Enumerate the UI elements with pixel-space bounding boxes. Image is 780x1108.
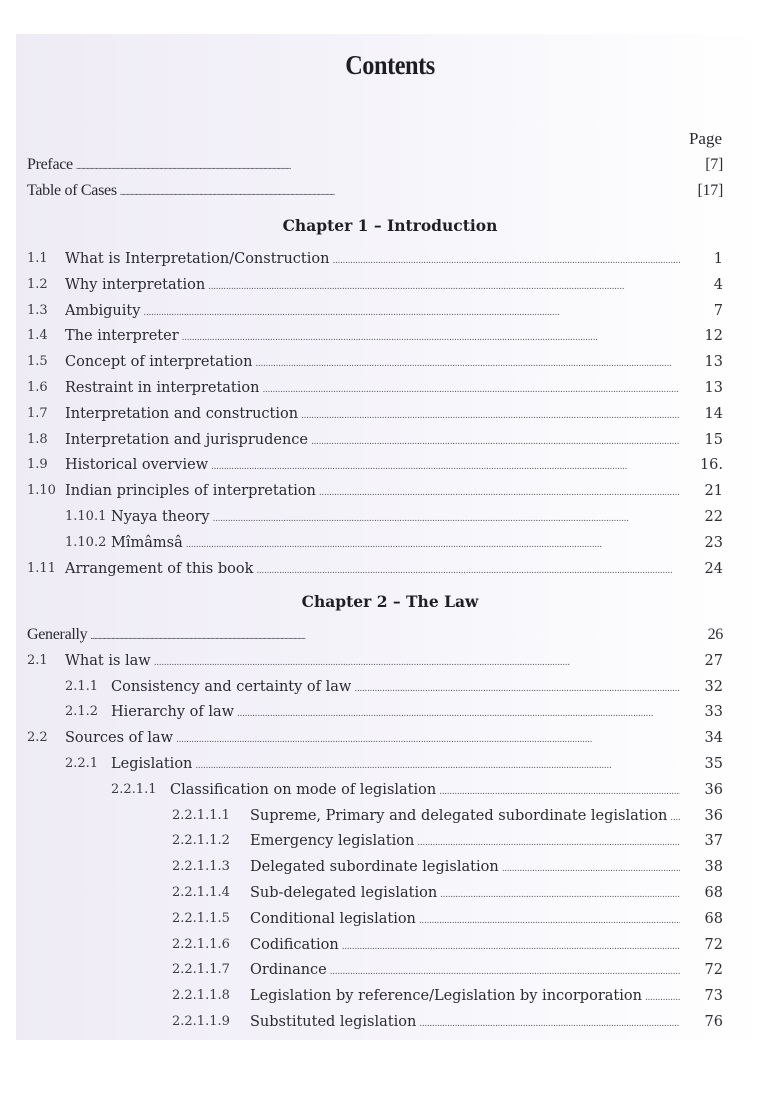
entry-number: 1.9 xyxy=(27,457,48,472)
entry-leader xyxy=(250,908,680,932)
entry-number: 2.2.1.1.4 xyxy=(172,885,230,900)
toc-entry[interactable] xyxy=(0,753,780,775)
dot-leader xyxy=(76,155,680,177)
dot-leader xyxy=(439,781,680,803)
dot-leader xyxy=(645,987,680,1009)
page-column-label: Page xyxy=(688,129,722,148)
entry-number: 1.1 xyxy=(27,251,48,266)
entry-number: 2.2.1.1.9 xyxy=(172,1014,230,1029)
entry-leader xyxy=(27,180,680,203)
entry-number: 1.5 xyxy=(27,354,48,369)
dot-leader xyxy=(256,560,680,582)
entry-leader xyxy=(170,779,680,803)
dot-leader xyxy=(670,807,680,829)
dot-leader xyxy=(182,327,680,349)
toc-entry[interactable] xyxy=(0,959,780,981)
entry-leader xyxy=(250,805,680,829)
entry-title: Interpretation and jurisprudence xyxy=(65,432,308,448)
entry-page-number: 68 xyxy=(704,911,723,927)
entry-number: 2.2.1.1.5 xyxy=(172,911,230,926)
entry-page-number: 13 xyxy=(704,380,723,396)
entry-leader xyxy=(65,429,680,453)
entry-page-number: 22 xyxy=(704,509,723,525)
entry-leader xyxy=(65,480,680,504)
toc-entry[interactable] xyxy=(0,856,780,878)
toc-entry[interactable] xyxy=(0,403,780,425)
entry-leader xyxy=(65,650,680,674)
entry-number: 1.10.2 xyxy=(65,535,107,550)
entry-leader xyxy=(65,377,680,401)
dot-leader xyxy=(143,302,680,324)
dot-leader xyxy=(311,431,680,453)
toc-entry[interactable] xyxy=(0,248,780,270)
entry-number: 2.1.1 xyxy=(65,679,99,694)
entry-leader xyxy=(111,753,680,777)
dot-leader xyxy=(255,353,680,375)
toc-entry[interactable] xyxy=(0,429,780,451)
entry-title: Sub-delegated legislation xyxy=(250,885,438,901)
dot-leader xyxy=(342,936,680,958)
entry-number: 1.2 xyxy=(27,277,48,292)
entry-leader xyxy=(250,1011,680,1035)
entry-leader xyxy=(111,676,680,700)
entry-title: Legislation by reference/Legislation by incorporation xyxy=(250,988,642,1004)
toc-entry[interactable] xyxy=(0,454,780,476)
toc-entry[interactable] xyxy=(0,779,780,801)
entry-leader xyxy=(250,959,680,983)
entry-leader xyxy=(111,506,680,530)
entry-title: Ordinance xyxy=(250,962,327,978)
dot-leader xyxy=(332,250,680,272)
entry-leader xyxy=(27,624,680,647)
entry-number: 1.6 xyxy=(27,380,48,395)
dot-leader xyxy=(213,508,680,530)
entry-title: Legislation xyxy=(111,756,193,772)
entry-page-number: 16. xyxy=(699,457,723,473)
entry-number: 1.10 xyxy=(27,483,56,498)
entry-title: Why interpretation xyxy=(65,277,206,293)
entry-leader xyxy=(65,351,680,375)
entry-page-number: 32 xyxy=(704,679,723,695)
dot-leader xyxy=(120,181,680,203)
entry-leader xyxy=(65,558,680,582)
entry-leader xyxy=(111,532,680,556)
entry-page-number: 26 xyxy=(707,626,723,643)
entry-number: 2.2.1.1.7 xyxy=(172,962,230,977)
entry-page-number: 23 xyxy=(704,535,723,551)
entry-title: Concept of interpretation xyxy=(65,354,253,370)
front-matter-entry[interactable] xyxy=(0,180,780,202)
entry-number: 2.1.2 xyxy=(65,704,99,719)
toc-entry[interactable] xyxy=(0,325,780,347)
toc-entry[interactable] xyxy=(0,506,780,528)
entry-title: What is Interpretation/Construction xyxy=(65,251,330,267)
dot-leader xyxy=(90,625,680,647)
entry-leader xyxy=(250,882,680,906)
entry-page-number: [17] xyxy=(697,182,723,199)
entry-page-number: 27 xyxy=(704,653,723,669)
entry-page-number: 7 xyxy=(713,303,723,319)
entry-title: Indian principles of interpretation xyxy=(65,483,316,499)
entry-number: 2.2.1 xyxy=(65,756,99,771)
entry-number: 2.2.1.1.2 xyxy=(172,833,230,848)
entry-title: Table of Cases xyxy=(27,182,117,199)
entry-leader xyxy=(65,274,680,298)
entry-title: Codification xyxy=(250,937,339,953)
chapter-heading: Chapter 1 – Introduction xyxy=(282,216,498,235)
entry-page-number: 72 xyxy=(704,937,723,953)
dot-leader xyxy=(419,910,680,932)
entry-title: Historical overview xyxy=(65,457,209,473)
dot-leader xyxy=(195,755,680,777)
entry-page-number: [7] xyxy=(705,156,723,173)
entry-page-number: 21 xyxy=(704,483,723,499)
entry-title: Restraint in interpretation xyxy=(65,380,260,396)
entry-leader xyxy=(65,403,680,427)
entry-page-number: 36 xyxy=(704,782,723,798)
entry-page-number: 14 xyxy=(704,406,723,422)
toc-entry[interactable] xyxy=(0,351,780,373)
entry-title: Mîmâmsâ xyxy=(111,535,183,551)
dot-leader xyxy=(237,703,680,725)
dot-leader xyxy=(440,884,680,906)
dot-leader xyxy=(208,276,680,298)
entry-number: 2.2.1.1.6 xyxy=(172,937,230,952)
entry-number: 2.2.1.1.3 xyxy=(172,859,230,874)
toc-entry[interactable] xyxy=(0,558,780,580)
entry-title: What is law xyxy=(65,653,151,669)
dot-leader xyxy=(502,858,680,880)
entry-title: Sources of law xyxy=(65,730,174,746)
toc-entry[interactable] xyxy=(0,274,780,296)
entry-title: The interpreter xyxy=(65,328,179,344)
toc-entry[interactable] xyxy=(0,480,780,502)
entry-number: 2.2.1.1 xyxy=(111,782,157,797)
toc-entry[interactable] xyxy=(0,676,780,698)
entry-title: Delegated subordinate legislation xyxy=(250,859,499,875)
entry-page-number: 15 xyxy=(704,432,723,448)
entry-page-number: 1 xyxy=(713,251,723,267)
entry-number: 1.7 xyxy=(27,406,48,421)
entry-title: Conditional legislation xyxy=(250,911,416,927)
chapter-heading: Chapter 2 – The Law xyxy=(301,592,479,611)
entry-number: 1.4 xyxy=(27,328,48,343)
entry-title: Nyaya theory xyxy=(111,509,210,525)
toc-entry[interactable] xyxy=(0,727,780,749)
entry-leader xyxy=(65,300,680,324)
entry-title: Ambiguity xyxy=(65,303,141,319)
entry-page-number: 73 xyxy=(704,988,723,1004)
entry-leader xyxy=(250,934,680,958)
entry-page-number: 34 xyxy=(704,730,723,746)
entry-page-number: 72 xyxy=(704,962,723,978)
entry-title: Interpretation and construction xyxy=(65,406,299,422)
entry-leader xyxy=(250,830,680,854)
toc-entry[interactable] xyxy=(0,650,780,672)
entry-leader xyxy=(250,985,680,1009)
entry-title: Consistency and certainty of law xyxy=(111,679,352,695)
dot-leader xyxy=(419,1013,680,1035)
entry-leader xyxy=(65,454,680,478)
entry-number: 1.3 xyxy=(27,303,48,318)
entry-leader xyxy=(27,154,680,177)
entry-page-number: 33 xyxy=(704,704,723,720)
dot-leader xyxy=(354,678,680,700)
entry-number: 1.11 xyxy=(27,561,56,576)
page-title: Contents xyxy=(345,50,435,80)
entry-leader xyxy=(65,248,680,272)
entry-number: 2.2.1.1.1 xyxy=(172,808,230,823)
entry-number: 1.8 xyxy=(27,432,48,447)
toc-entry[interactable] xyxy=(0,830,780,852)
entry-title: Emergency legislation xyxy=(250,833,415,849)
entry-number: 1.10.1 xyxy=(65,509,107,524)
dot-leader xyxy=(176,729,680,751)
toc-entry[interactable] xyxy=(0,624,780,646)
entry-page-number: 38 xyxy=(704,859,723,875)
entry-page-number: 13 xyxy=(704,354,723,370)
entry-page-number: 4 xyxy=(713,277,723,293)
toc-entry[interactable] xyxy=(0,1011,780,1033)
toc-entry[interactable] xyxy=(0,882,780,904)
dot-leader xyxy=(319,482,680,504)
entry-leader xyxy=(250,856,680,880)
toc-entry[interactable] xyxy=(0,985,780,1007)
dot-leader xyxy=(154,652,680,674)
entry-title: Hierarchy of law xyxy=(111,704,235,720)
entry-title: Generally xyxy=(27,626,88,643)
entry-page-number: 36 xyxy=(704,808,723,824)
entry-number: 2.1 xyxy=(27,653,48,668)
toc-entry[interactable] xyxy=(0,532,780,554)
toc-entry[interactable] xyxy=(0,701,780,723)
entry-page-number: 12 xyxy=(704,328,723,344)
entry-page-number: 68 xyxy=(704,885,723,901)
entry-title: Substituted legislation xyxy=(250,1014,417,1030)
dot-leader xyxy=(262,379,680,401)
toc-entry[interactable] xyxy=(0,300,780,322)
dot-leader xyxy=(330,961,680,983)
entry-page-number: 37 xyxy=(704,833,723,849)
entry-title: Arrangement of this book xyxy=(65,561,254,577)
entry-number: 2.2 xyxy=(27,730,48,745)
entry-leader xyxy=(111,701,680,725)
toc-entry[interactable] xyxy=(0,377,780,399)
dot-leader xyxy=(211,456,680,478)
entry-page-number: 35 xyxy=(704,756,723,772)
entry-leader xyxy=(65,727,680,751)
entry-leader xyxy=(65,325,680,349)
dot-leader xyxy=(301,405,680,427)
entry-number: 2.2.1.1.8 xyxy=(172,988,230,1003)
toc-entry[interactable] xyxy=(0,805,780,827)
toc-entry[interactable] xyxy=(0,934,780,956)
dot-leader xyxy=(186,534,680,556)
toc-entry[interactable] xyxy=(0,908,780,930)
dot-leader xyxy=(417,832,680,854)
entry-title: Preface xyxy=(27,156,73,173)
entry-page-number: 76 xyxy=(704,1014,723,1030)
entry-page-number: 24 xyxy=(704,561,723,577)
entry-title: Classification on mode of legislation xyxy=(170,782,437,798)
front-matter-entry[interactable] xyxy=(0,154,780,176)
entry-title: Supreme, Primary and delegated subordinate legislation xyxy=(250,808,668,824)
